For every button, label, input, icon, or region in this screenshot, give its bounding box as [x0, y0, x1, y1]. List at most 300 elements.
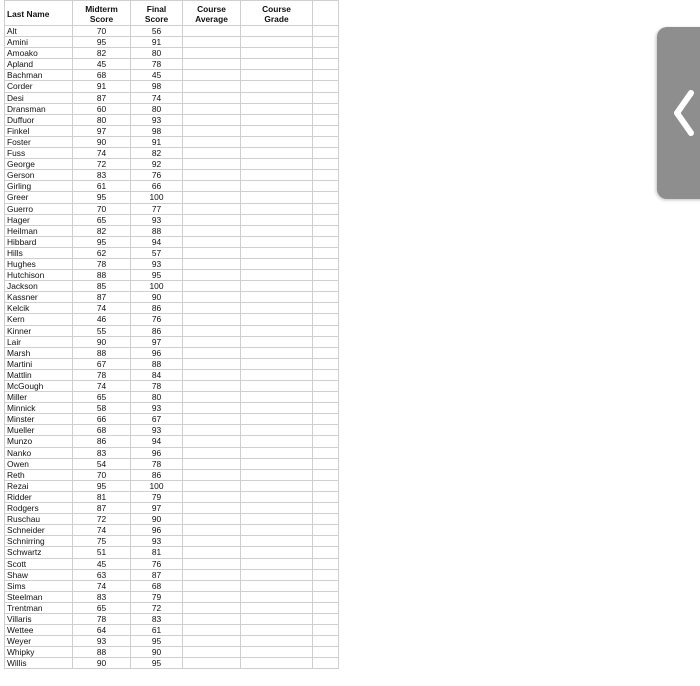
- cell-midterm-score[interactable]: 83: [73, 447, 131, 458]
- cell-course-average[interactable]: [183, 547, 241, 558]
- cell-course-grade[interactable]: [241, 358, 313, 369]
- cell-course-grade[interactable]: [241, 247, 313, 258]
- cell-course-grade[interactable]: [241, 558, 313, 569]
- cell-midterm-score[interactable]: 70: [73, 26, 131, 37]
- cell-course-grade[interactable]: [241, 103, 313, 114]
- cell-final-score[interactable]: 91: [131, 136, 183, 147]
- cell-final-score[interactable]: 93: [131, 536, 183, 547]
- cell-last-name[interactable]: Owen: [5, 458, 73, 469]
- cell-course-grade[interactable]: [241, 148, 313, 159]
- cell-midterm-score[interactable]: 74: [73, 381, 131, 392]
- cell-final-score[interactable]: 97: [131, 503, 183, 514]
- cell-final-score[interactable]: 67: [131, 414, 183, 425]
- cell-last-name[interactable]: Duffuor: [5, 114, 73, 125]
- cell-extra[interactable]: [313, 325, 339, 336]
- cell-extra[interactable]: [313, 303, 339, 314]
- cell-course-average[interactable]: [183, 425, 241, 436]
- cell-midterm-score[interactable]: 88: [73, 270, 131, 281]
- cell-last-name[interactable]: Mueller: [5, 425, 73, 436]
- cell-course-average[interactable]: [183, 203, 241, 214]
- cell-final-score[interactable]: 90: [131, 292, 183, 303]
- cell-course-average[interactable]: [183, 447, 241, 458]
- cell-midterm-score[interactable]: 93: [73, 636, 131, 647]
- cell-midterm-score[interactable]: 51: [73, 547, 131, 558]
- cell-extra[interactable]: [313, 480, 339, 491]
- cell-final-score[interactable]: 90: [131, 514, 183, 525]
- cell-midterm-score[interactable]: 68: [73, 425, 131, 436]
- cell-midterm-score[interactable]: 78: [73, 369, 131, 380]
- cell-midterm-score[interactable]: 82: [73, 225, 131, 236]
- cell-extra[interactable]: [313, 114, 339, 125]
- cell-course-average[interactable]: [183, 369, 241, 380]
- cell-midterm-score[interactable]: 70: [73, 203, 131, 214]
- cell-last-name[interactable]: Kelcik: [5, 303, 73, 314]
- cell-course-grade[interactable]: [241, 625, 313, 636]
- cell-final-score[interactable]: 86: [131, 469, 183, 480]
- cell-midterm-score[interactable]: 62: [73, 247, 131, 258]
- cell-course-grade[interactable]: [241, 26, 313, 37]
- cell-course-grade[interactable]: [241, 48, 313, 59]
- cell-course-average[interactable]: [183, 236, 241, 247]
- cell-extra[interactable]: [313, 59, 339, 70]
- cell-last-name[interactable]: Lair: [5, 336, 73, 347]
- cell-course-average[interactable]: [183, 491, 241, 502]
- cell-midterm-score[interactable]: 82: [73, 48, 131, 59]
- cell-course-average[interactable]: [183, 225, 241, 236]
- cell-extra[interactable]: [313, 214, 339, 225]
- header-course-average[interactable]: [183, 1, 241, 26]
- cell-course-average[interactable]: [183, 469, 241, 480]
- cell-last-name[interactable]: Mattlin: [5, 369, 73, 380]
- cell-course-grade[interactable]: [241, 658, 313, 669]
- cell-course-grade[interactable]: [241, 480, 313, 491]
- cell-last-name[interactable]: Whipky: [5, 647, 73, 658]
- cell-course-grade[interactable]: [241, 547, 313, 558]
- cell-last-name[interactable]: Minnick: [5, 403, 73, 414]
- cell-midterm-score[interactable]: 95: [73, 37, 131, 48]
- cell-midterm-score[interactable]: 74: [73, 303, 131, 314]
- cell-last-name[interactable]: Ruschau: [5, 514, 73, 525]
- cell-final-score[interactable]: 56: [131, 26, 183, 37]
- cell-final-score[interactable]: 78: [131, 458, 183, 469]
- cell-course-grade[interactable]: [241, 70, 313, 81]
- cell-extra[interactable]: [313, 48, 339, 59]
- header-final-score[interactable]: [131, 1, 183, 26]
- cell-course-average[interactable]: [183, 647, 241, 658]
- cell-final-score[interactable]: 84: [131, 369, 183, 380]
- cell-last-name[interactable]: Fuss: [5, 148, 73, 159]
- cell-final-score[interactable]: 86: [131, 303, 183, 314]
- header-midterm-score[interactable]: [73, 1, 131, 26]
- cell-course-grade[interactable]: [241, 591, 313, 602]
- cell-final-score[interactable]: 76: [131, 314, 183, 325]
- cell-last-name[interactable]: Sims: [5, 580, 73, 591]
- cell-midterm-score[interactable]: 95: [73, 480, 131, 491]
- cell-extra[interactable]: [313, 92, 339, 103]
- cell-course-average[interactable]: [183, 270, 241, 281]
- cell-final-score[interactable]: 98: [131, 81, 183, 92]
- cell-course-average[interactable]: [183, 292, 241, 303]
- cell-midterm-score[interactable]: 80: [73, 114, 131, 125]
- cell-course-grade[interactable]: [241, 81, 313, 92]
- cell-course-grade[interactable]: [241, 303, 313, 314]
- cell-final-score[interactable]: 68: [131, 580, 183, 591]
- cell-extra[interactable]: [313, 536, 339, 547]
- cell-course-grade[interactable]: [241, 270, 313, 281]
- cell-last-name[interactable]: Wettee: [5, 625, 73, 636]
- cell-final-score[interactable]: 78: [131, 381, 183, 392]
- cell-extra[interactable]: [313, 658, 339, 669]
- cell-course-average[interactable]: [183, 591, 241, 602]
- cell-last-name[interactable]: Amoako: [5, 48, 73, 59]
- cell-midterm-score[interactable]: 63: [73, 569, 131, 580]
- cell-extra[interactable]: [313, 159, 339, 170]
- cell-course-average[interactable]: [183, 613, 241, 624]
- cell-course-grade[interactable]: [241, 414, 313, 425]
- cell-last-name[interactable]: Marsh: [5, 347, 73, 358]
- cell-extra[interactable]: [313, 358, 339, 369]
- cell-extra[interactable]: [313, 436, 339, 447]
- cell-midterm-score[interactable]: 95: [73, 192, 131, 203]
- cell-course-grade[interactable]: [241, 469, 313, 480]
- cell-course-grade[interactable]: [241, 214, 313, 225]
- cell-course-grade[interactable]: [241, 381, 313, 392]
- cell-midterm-score[interactable]: 85: [73, 281, 131, 292]
- cell-course-grade[interactable]: [241, 392, 313, 403]
- cell-extra[interactable]: [313, 236, 339, 247]
- cell-last-name[interactable]: Martini: [5, 358, 73, 369]
- cell-course-average[interactable]: [183, 81, 241, 92]
- cell-last-name[interactable]: Hughes: [5, 258, 73, 269]
- cell-final-score[interactable]: 95: [131, 636, 183, 647]
- cell-course-grade[interactable]: [241, 170, 313, 181]
- cell-final-score[interactable]: 93: [131, 403, 183, 414]
- cell-last-name[interactable]: Steelman: [5, 591, 73, 602]
- cell-last-name[interactable]: Foster: [5, 136, 73, 147]
- cell-last-name[interactable]: Nanko: [5, 447, 73, 458]
- cell-extra[interactable]: [313, 392, 339, 403]
- cell-midterm-score[interactable]: 45: [73, 558, 131, 569]
- cell-course-grade[interactable]: [241, 203, 313, 214]
- cell-course-average[interactable]: [183, 103, 241, 114]
- cell-final-score[interactable]: 92: [131, 159, 183, 170]
- cell-course-average[interactable]: [183, 658, 241, 669]
- cell-final-score[interactable]: 66: [131, 181, 183, 192]
- cell-final-score[interactable]: 94: [131, 236, 183, 247]
- cell-course-grade[interactable]: [241, 514, 313, 525]
- cell-course-average[interactable]: [183, 580, 241, 591]
- cell-final-score[interactable]: 57: [131, 247, 183, 258]
- cell-course-grade[interactable]: [241, 403, 313, 414]
- cell-course-average[interactable]: [183, 125, 241, 136]
- cell-final-score[interactable]: 100: [131, 281, 183, 292]
- cell-extra[interactable]: [313, 125, 339, 136]
- cell-final-score[interactable]: 88: [131, 358, 183, 369]
- cell-last-name[interactable]: Trentman: [5, 602, 73, 613]
- cell-final-score[interactable]: 100: [131, 480, 183, 491]
- cell-course-grade[interactable]: [241, 580, 313, 591]
- cell-final-score[interactable]: 87: [131, 569, 183, 580]
- cell-midterm-score[interactable]: 67: [73, 358, 131, 369]
- cell-extra[interactable]: [313, 26, 339, 37]
- cell-course-average[interactable]: [183, 347, 241, 358]
- cell-course-grade[interactable]: [241, 225, 313, 236]
- cell-extra[interactable]: [313, 525, 339, 536]
- cell-midterm-score[interactable]: 65: [73, 392, 131, 403]
- cell-final-score[interactable]: 100: [131, 192, 183, 203]
- cell-last-name[interactable]: Dransman: [5, 103, 73, 114]
- cell-course-grade[interactable]: [241, 458, 313, 469]
- cell-final-score[interactable]: 77: [131, 203, 183, 214]
- cell-last-name[interactable]: Scott: [5, 558, 73, 569]
- side-panel-tab[interactable]: [657, 27, 700, 199]
- cell-final-score[interactable]: 78: [131, 59, 183, 70]
- cell-extra[interactable]: [313, 425, 339, 436]
- cell-last-name[interactable]: Schnirring: [5, 536, 73, 547]
- cell-course-grade[interactable]: [241, 125, 313, 136]
- cell-course-average[interactable]: [183, 48, 241, 59]
- cell-course-grade[interactable]: [241, 292, 313, 303]
- cell-last-name[interactable]: George: [5, 159, 73, 170]
- cell-final-score[interactable]: 76: [131, 170, 183, 181]
- cell-midterm-score[interactable]: 83: [73, 170, 131, 181]
- cell-course-average[interactable]: [183, 159, 241, 170]
- cell-course-grade[interactable]: [241, 37, 313, 48]
- cell-course-average[interactable]: [183, 414, 241, 425]
- cell-last-name[interactable]: Desi: [5, 92, 73, 103]
- cell-extra[interactable]: [313, 369, 339, 380]
- cell-course-grade[interactable]: [241, 536, 313, 547]
- cell-extra[interactable]: [313, 569, 339, 580]
- cell-extra[interactable]: [313, 580, 339, 591]
- cell-last-name[interactable]: Miller: [5, 392, 73, 403]
- cell-extra[interactable]: [313, 514, 339, 525]
- cell-last-name[interactable]: Jackson: [5, 281, 73, 292]
- cell-course-grade[interactable]: [241, 281, 313, 292]
- cell-course-average[interactable]: [183, 358, 241, 369]
- cell-extra[interactable]: [313, 469, 339, 480]
- cell-final-score[interactable]: 93: [131, 214, 183, 225]
- cell-last-name[interactable]: Finkel: [5, 125, 73, 136]
- cell-midterm-score[interactable]: 78: [73, 258, 131, 269]
- cell-midterm-score[interactable]: 60: [73, 103, 131, 114]
- cell-midterm-score[interactable]: 61: [73, 181, 131, 192]
- cell-last-name[interactable]: McGough: [5, 381, 73, 392]
- cell-last-name[interactable]: Kern: [5, 314, 73, 325]
- cell-midterm-score[interactable]: 72: [73, 159, 131, 170]
- cell-course-average[interactable]: [183, 258, 241, 269]
- cell-final-score[interactable]: 93: [131, 114, 183, 125]
- cell-final-score[interactable]: 80: [131, 103, 183, 114]
- cell-last-name[interactable]: Guerro: [5, 203, 73, 214]
- cell-extra[interactable]: [313, 602, 339, 613]
- cell-extra[interactable]: [313, 591, 339, 602]
- cell-course-average[interactable]: [183, 181, 241, 192]
- cell-final-score[interactable]: 95: [131, 270, 183, 281]
- cell-final-score[interactable]: 96: [131, 447, 183, 458]
- cell-final-score[interactable]: 98: [131, 125, 183, 136]
- cell-extra[interactable]: [313, 447, 339, 458]
- cell-midterm-score[interactable]: 87: [73, 503, 131, 514]
- cell-midterm-score[interactable]: 88: [73, 347, 131, 358]
- cell-course-grade[interactable]: [241, 159, 313, 170]
- cell-extra[interactable]: [313, 170, 339, 181]
- cell-extra[interactable]: [313, 458, 339, 469]
- cell-last-name[interactable]: Rezai: [5, 480, 73, 491]
- cell-final-score[interactable]: 81: [131, 547, 183, 558]
- cell-extra[interactable]: [313, 225, 339, 236]
- cell-course-average[interactable]: [183, 37, 241, 48]
- cell-midterm-score[interactable]: 86: [73, 436, 131, 447]
- cell-last-name[interactable]: Heilman: [5, 225, 73, 236]
- cell-last-name[interactable]: Alt: [5, 26, 73, 37]
- cell-midterm-score[interactable]: 68: [73, 70, 131, 81]
- cell-final-score[interactable]: 79: [131, 491, 183, 502]
- cell-midterm-score[interactable]: 65: [73, 602, 131, 613]
- cell-extra[interactable]: [313, 70, 339, 81]
- cell-final-score[interactable]: 79: [131, 591, 183, 602]
- cell-extra[interactable]: [313, 347, 339, 358]
- cell-course-average[interactable]: [183, 70, 241, 81]
- cell-course-average[interactable]: [183, 503, 241, 514]
- cell-midterm-score[interactable]: 45: [73, 59, 131, 70]
- cell-midterm-score[interactable]: 64: [73, 625, 131, 636]
- cell-last-name[interactable]: Minster: [5, 414, 73, 425]
- cell-course-average[interactable]: [183, 625, 241, 636]
- cell-extra[interactable]: [313, 281, 339, 292]
- cell-course-grade[interactable]: [241, 59, 313, 70]
- cell-course-grade[interactable]: [241, 258, 313, 269]
- cell-course-grade[interactable]: [241, 447, 313, 458]
- cell-final-score[interactable]: 76: [131, 558, 183, 569]
- cell-course-grade[interactable]: [241, 314, 313, 325]
- cell-last-name[interactable]: Villaris: [5, 613, 73, 624]
- cell-midterm-score[interactable]: 66: [73, 414, 131, 425]
- cell-midterm-score[interactable]: 83: [73, 591, 131, 602]
- cell-extra[interactable]: [313, 247, 339, 258]
- cell-course-average[interactable]: [183, 247, 241, 258]
- cell-midterm-score[interactable]: 54: [73, 458, 131, 469]
- cell-course-grade[interactable]: [241, 636, 313, 647]
- cell-midterm-score[interactable]: 58: [73, 403, 131, 414]
- cell-extra[interactable]: [313, 636, 339, 647]
- cell-final-score[interactable]: 94: [131, 436, 183, 447]
- cell-course-average[interactable]: [183, 92, 241, 103]
- cell-course-average[interactable]: [183, 480, 241, 491]
- cell-last-name[interactable]: Bachman: [5, 70, 73, 81]
- cell-course-grade[interactable]: [241, 136, 313, 147]
- cell-course-grade[interactable]: [241, 525, 313, 536]
- cell-course-average[interactable]: [183, 26, 241, 37]
- cell-course-average[interactable]: [183, 281, 241, 292]
- cell-course-grade[interactable]: [241, 336, 313, 347]
- cell-last-name[interactable]: Apland: [5, 59, 73, 70]
- cell-midterm-score[interactable]: 70: [73, 469, 131, 480]
- cell-final-score[interactable]: 74: [131, 92, 183, 103]
- cell-midterm-score[interactable]: 74: [73, 525, 131, 536]
- cell-course-average[interactable]: [183, 325, 241, 336]
- cell-course-average[interactable]: [183, 136, 241, 147]
- header-extra-column[interactable]: [313, 1, 339, 26]
- cell-extra[interactable]: [313, 613, 339, 624]
- cell-course-grade[interactable]: [241, 602, 313, 613]
- cell-course-average[interactable]: [183, 214, 241, 225]
- cell-final-score[interactable]: 90: [131, 647, 183, 658]
- cell-last-name[interactable]: Munzo: [5, 436, 73, 447]
- cell-final-score[interactable]: 96: [131, 347, 183, 358]
- cell-midterm-score[interactable]: 88: [73, 647, 131, 658]
- cell-course-average[interactable]: [183, 114, 241, 125]
- cell-extra[interactable]: [313, 547, 339, 558]
- header-last-name[interactable]: [5, 1, 73, 26]
- cell-course-average[interactable]: [183, 314, 241, 325]
- cell-midterm-score[interactable]: 87: [73, 292, 131, 303]
- cell-midterm-score[interactable]: 75: [73, 536, 131, 547]
- cell-midterm-score[interactable]: 90: [73, 136, 131, 147]
- cell-course-average[interactable]: [183, 148, 241, 159]
- cell-course-grade[interactable]: [241, 347, 313, 358]
- cell-last-name[interactable]: Kinner: [5, 325, 73, 336]
- cell-midterm-score[interactable]: 78: [73, 613, 131, 624]
- cell-last-name[interactable]: Hibbard: [5, 236, 73, 247]
- cell-final-score[interactable]: 82: [131, 148, 183, 159]
- cell-course-average[interactable]: [183, 525, 241, 536]
- cell-extra[interactable]: [313, 270, 339, 281]
- cell-last-name[interactable]: Weyer: [5, 636, 73, 647]
- cell-midterm-score[interactable]: 74: [73, 580, 131, 591]
- cell-final-score[interactable]: 97: [131, 336, 183, 347]
- cell-course-average[interactable]: [183, 636, 241, 647]
- cell-final-score[interactable]: 88: [131, 225, 183, 236]
- cell-midterm-score[interactable]: 46: [73, 314, 131, 325]
- cell-midterm-score[interactable]: 65: [73, 214, 131, 225]
- cell-course-grade[interactable]: [241, 236, 313, 247]
- cell-course-grade[interactable]: [241, 114, 313, 125]
- cell-final-score[interactable]: 86: [131, 325, 183, 336]
- cell-last-name[interactable]: Ridder: [5, 491, 73, 502]
- cell-last-name[interactable]: Rodgers: [5, 503, 73, 514]
- cell-final-score[interactable]: 45: [131, 70, 183, 81]
- cell-final-score[interactable]: 93: [131, 258, 183, 269]
- cell-extra[interactable]: [313, 181, 339, 192]
- cell-course-average[interactable]: [183, 303, 241, 314]
- cell-last-name[interactable]: Willis: [5, 658, 73, 669]
- cell-course-grade[interactable]: [241, 192, 313, 203]
- cell-last-name[interactable]: Hutchison: [5, 270, 73, 281]
- cell-extra[interactable]: [313, 647, 339, 658]
- cell-extra[interactable]: [313, 81, 339, 92]
- cell-final-score[interactable]: 93: [131, 425, 183, 436]
- cell-final-score[interactable]: 96: [131, 525, 183, 536]
- cell-final-score[interactable]: 91: [131, 37, 183, 48]
- cell-course-grade[interactable]: [241, 503, 313, 514]
- cell-course-average[interactable]: [183, 381, 241, 392]
- cell-midterm-score[interactable]: 91: [73, 81, 131, 92]
- cell-extra[interactable]: [313, 136, 339, 147]
- cell-last-name[interactable]: Amini: [5, 37, 73, 48]
- cell-extra[interactable]: [313, 403, 339, 414]
- cell-extra[interactable]: [313, 414, 339, 425]
- cell-midterm-score[interactable]: 81: [73, 491, 131, 502]
- cell-course-grade[interactable]: [241, 491, 313, 502]
- header-course-grade[interactable]: [241, 1, 313, 26]
- cell-last-name[interactable]: Schwartz: [5, 547, 73, 558]
- cell-course-grade[interactable]: [241, 325, 313, 336]
- cell-final-score[interactable]: 61: [131, 625, 183, 636]
- cell-final-score[interactable]: 72: [131, 602, 183, 613]
- cell-course-average[interactable]: [183, 602, 241, 613]
- cell-extra[interactable]: [313, 625, 339, 636]
